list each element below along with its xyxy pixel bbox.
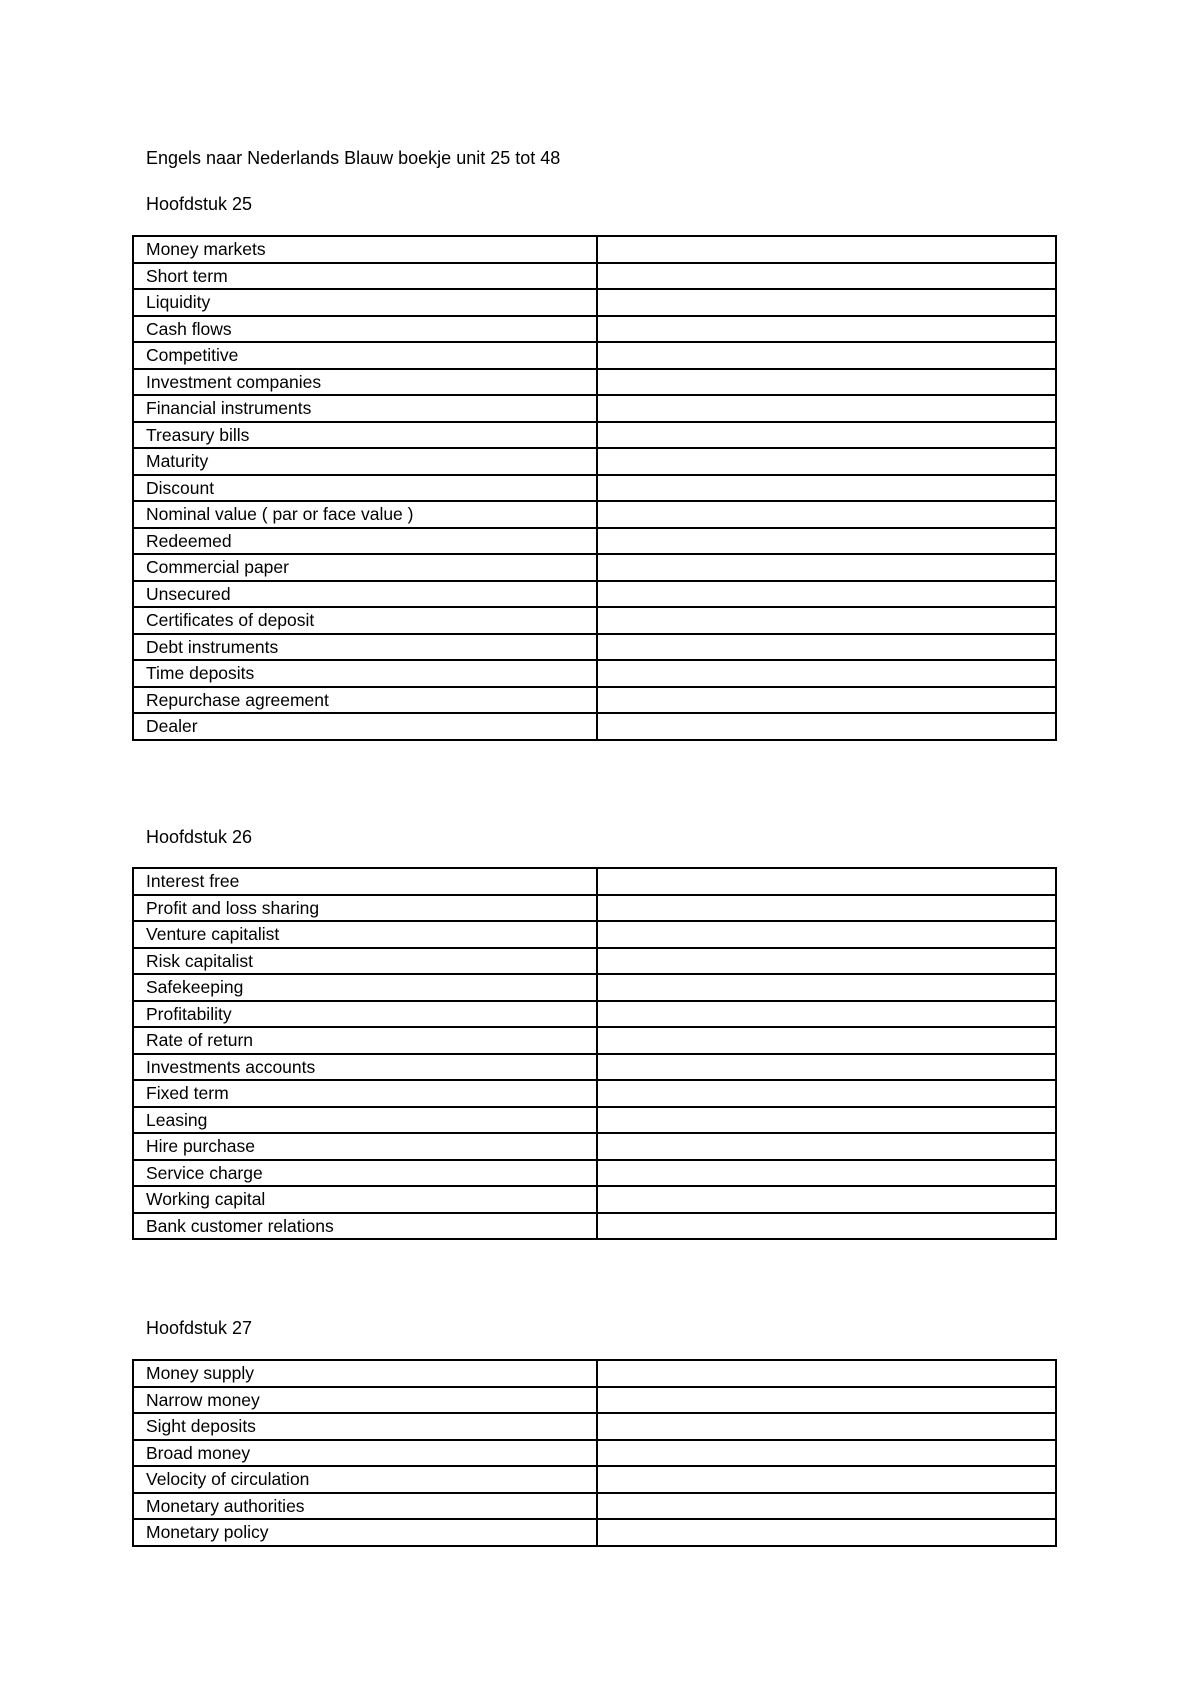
table-row	[133, 687, 1056, 714]
translation-cell	[597, 974, 1056, 1001]
table-row	[133, 921, 1056, 948]
term-cell: Financial instruments	[133, 395, 597, 422]
term-cell: Sight deposits	[133, 1413, 597, 1440]
table-row	[133, 1519, 1056, 1546]
translation-cell	[597, 448, 1056, 475]
term-cell: Cash flows	[133, 316, 597, 343]
term-cell: Dealer	[133, 713, 597, 740]
table-row	[133, 1493, 1056, 1520]
term-cell: Safekeeping	[133, 974, 597, 1001]
translation-cell	[597, 263, 1056, 290]
translation-cell	[597, 1387, 1056, 1414]
translation-cell	[597, 1186, 1056, 1213]
term-cell: Treasury bills	[133, 422, 597, 449]
table-row	[133, 1054, 1056, 1081]
term-cell: Narrow money	[133, 1387, 597, 1414]
term-cell: Discount	[133, 475, 597, 502]
term-cell: Debt instruments	[133, 634, 597, 661]
term-cell: Certificates of deposit	[133, 607, 597, 634]
term-cell: Money supply	[133, 1360, 597, 1387]
translation-cell	[597, 895, 1056, 922]
table-row	[133, 1001, 1056, 1028]
translation-cell	[597, 1466, 1056, 1493]
table-row	[133, 395, 1056, 422]
table-row	[133, 1387, 1056, 1414]
translation-cell	[597, 1027, 1056, 1054]
table-row	[133, 369, 1056, 396]
translation-cell	[597, 868, 1056, 895]
translation-cell	[597, 1519, 1056, 1546]
term-cell: Venture capitalist	[133, 921, 597, 948]
term-cell: Fixed term	[133, 1080, 597, 1107]
translation-cell	[597, 713, 1056, 740]
section-heading-27: Hoofdstuk 27	[146, 1318, 253, 1338]
table-row	[133, 868, 1056, 895]
table-row	[133, 1413, 1056, 1440]
table-row	[133, 1027, 1056, 1054]
vocab-table-26	[132, 867, 1057, 1240]
table-row	[133, 475, 1056, 502]
table-row	[133, 634, 1056, 661]
translation-cell	[597, 1493, 1056, 1520]
term-cell: Liquidity	[133, 289, 597, 316]
translation-cell	[597, 921, 1056, 948]
translation-cell	[597, 501, 1056, 528]
table-row	[133, 713, 1056, 740]
term-cell: Leasing	[133, 1107, 597, 1134]
table-row	[133, 263, 1056, 290]
translation-cell	[597, 634, 1056, 661]
translation-cell	[597, 1413, 1056, 1440]
term-cell: Repurchase agreement	[133, 687, 597, 714]
translation-cell	[597, 1054, 1056, 1081]
translation-cell	[597, 1360, 1056, 1387]
term-cell: Investment companies	[133, 369, 597, 396]
table-row	[133, 1360, 1056, 1387]
vocab-table-27	[132, 1359, 1057, 1547]
term-cell: Redeemed	[133, 528, 597, 555]
table-row	[133, 554, 1056, 581]
term-cell: Working capital	[133, 1186, 597, 1213]
table-row	[133, 448, 1056, 475]
term-cell: Risk capitalist	[133, 948, 597, 975]
table-row	[133, 528, 1056, 555]
translation-cell	[597, 395, 1056, 422]
term-cell: Monetary policy	[133, 1519, 597, 1546]
translation-cell	[597, 1107, 1056, 1134]
term-cell: Investments accounts	[133, 1054, 597, 1081]
table-row	[133, 422, 1056, 449]
translation-cell	[597, 342, 1056, 369]
table-row	[133, 895, 1056, 922]
section-heading-26: Hoofdstuk 26	[146, 827, 253, 847]
translation-cell	[597, 948, 1056, 975]
table-row	[133, 236, 1056, 263]
translation-cell	[597, 1133, 1056, 1160]
term-cell: Time deposits	[133, 660, 597, 687]
term-cell: Profit and loss sharing	[133, 895, 597, 922]
table-row	[133, 607, 1056, 634]
translation-cell	[597, 422, 1056, 449]
term-cell: Hire purchase	[133, 1133, 597, 1160]
table-row	[133, 1107, 1056, 1134]
table-row	[133, 316, 1056, 343]
translation-cell	[597, 236, 1056, 263]
translation-cell	[597, 528, 1056, 555]
translation-cell	[597, 1440, 1056, 1467]
term-cell: Monetary authorities	[133, 1493, 597, 1520]
translation-cell	[597, 1080, 1056, 1107]
section-heading-25: Hoofdstuk 25	[146, 194, 253, 214]
term-cell: Short term	[133, 263, 597, 290]
table-row	[133, 1080, 1056, 1107]
table-row	[133, 1186, 1056, 1213]
term-cell: Unsecured	[133, 581, 597, 608]
translation-cell	[597, 687, 1056, 714]
translation-cell	[597, 1160, 1056, 1187]
table-row	[133, 948, 1056, 975]
term-cell: Service charge	[133, 1160, 597, 1187]
translation-cell	[597, 607, 1056, 634]
table-row	[133, 660, 1056, 687]
term-cell: Commercial paper	[133, 554, 597, 581]
table-row	[133, 1466, 1056, 1493]
term-cell: Rate of return	[133, 1027, 597, 1054]
table-row	[133, 1160, 1056, 1187]
table-row	[133, 1213, 1056, 1240]
translation-cell	[597, 581, 1056, 608]
term-cell: Broad money	[133, 1440, 597, 1467]
translation-cell	[597, 316, 1056, 343]
table-row	[133, 1133, 1056, 1160]
term-cell: Maturity	[133, 448, 597, 475]
translation-cell	[597, 554, 1056, 581]
term-cell: Bank customer relations	[133, 1213, 597, 1240]
translation-cell	[597, 660, 1056, 687]
table-row	[133, 342, 1056, 369]
term-cell: Competitive	[133, 342, 597, 369]
table-row	[133, 974, 1056, 1001]
table-row	[133, 1440, 1056, 1467]
document-title: Engels naar Nederlands Blauw boekje unit 25 tot 48	[146, 148, 561, 168]
term-cell: Nominal value ( par or face value )	[133, 501, 597, 528]
table-row	[133, 581, 1056, 608]
term-cell: Velocity of circulation	[133, 1466, 597, 1493]
term-cell: Money markets	[133, 236, 597, 263]
translation-cell	[597, 1001, 1056, 1028]
translation-cell	[597, 1213, 1056, 1240]
translation-cell	[597, 289, 1056, 316]
term-cell: Profitability	[133, 1001, 597, 1028]
translation-cell	[597, 369, 1056, 396]
table-row	[133, 501, 1056, 528]
term-cell: Interest free	[133, 868, 597, 895]
table-row	[133, 289, 1056, 316]
vocab-table-25	[132, 235, 1057, 741]
translation-cell	[597, 475, 1056, 502]
